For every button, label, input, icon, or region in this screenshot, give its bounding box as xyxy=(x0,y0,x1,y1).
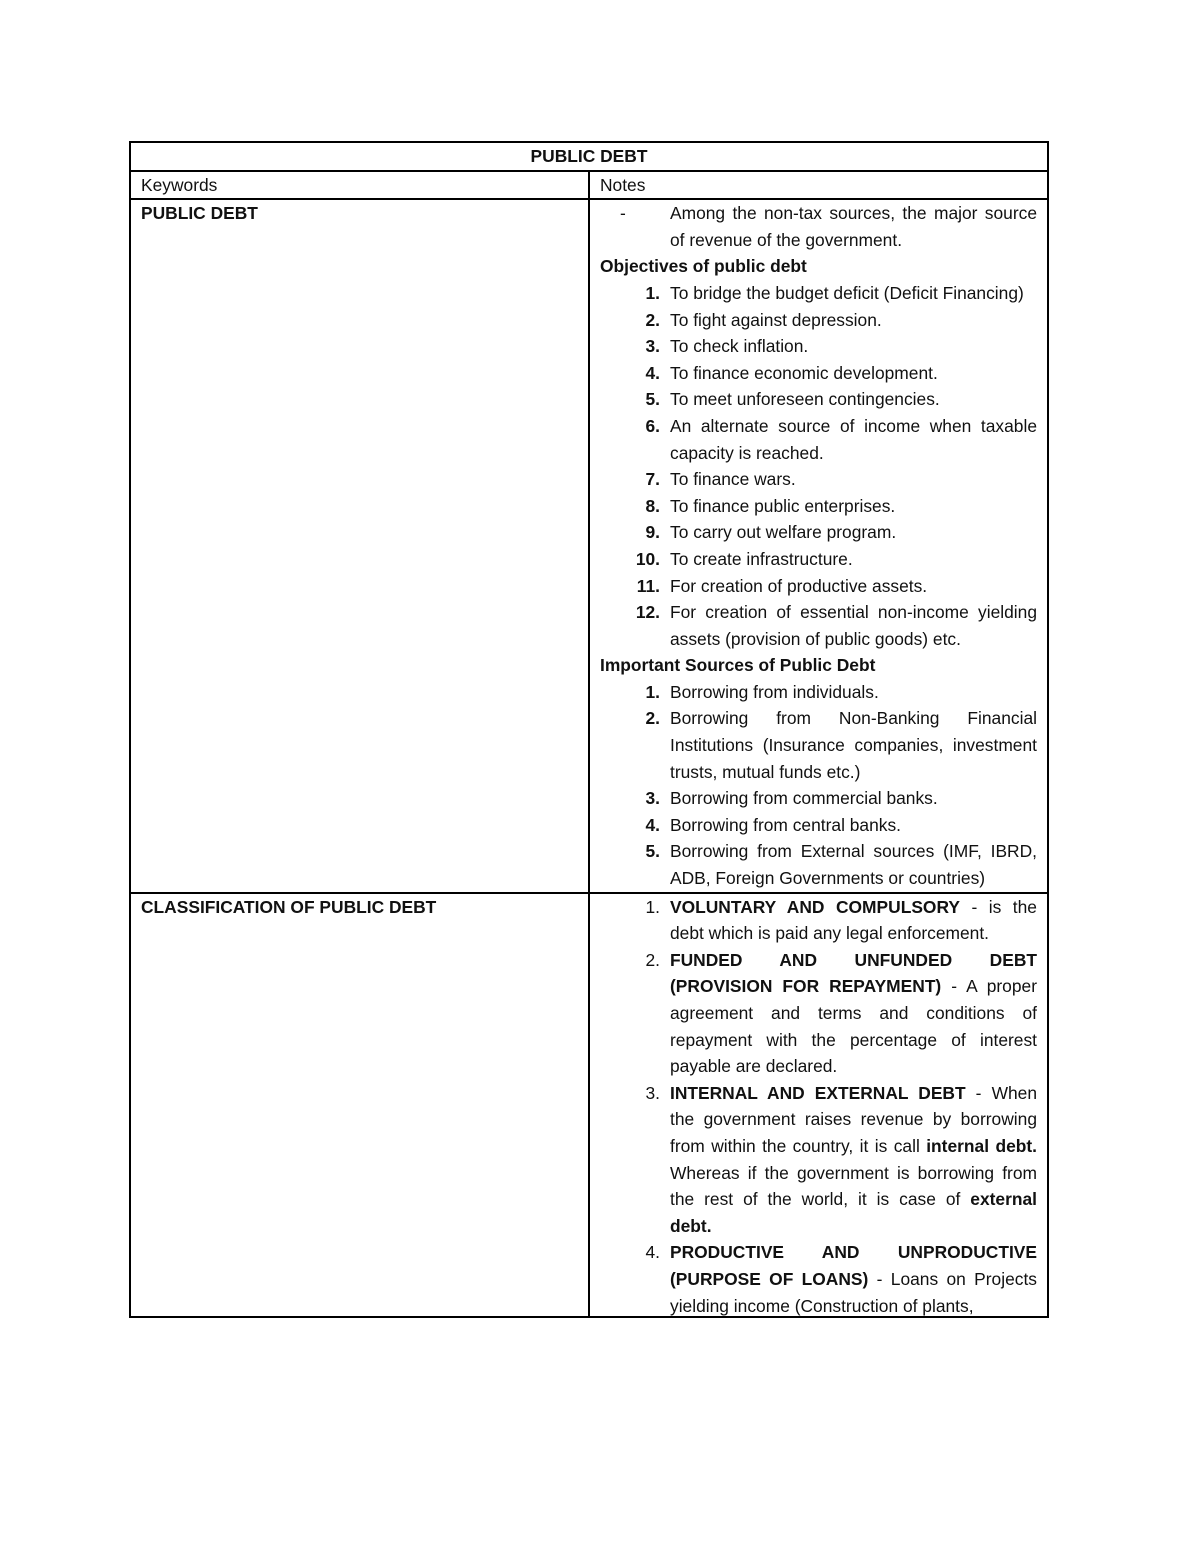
keywords-header: Keywords xyxy=(130,171,589,200)
item-heading: VOLUNTARY AND COMPULSORY xyxy=(670,896,960,917)
item-number: 11. xyxy=(636,575,660,596)
list-item xyxy=(600,546,1037,573)
objectives-list xyxy=(600,280,1037,652)
list-item xyxy=(600,493,1037,520)
item-text: To check inflation. xyxy=(670,336,809,357)
item-number: 4. xyxy=(645,814,660,835)
item-text: To meet unforeseen contingencies. xyxy=(670,389,940,410)
item-number: 1. xyxy=(645,282,660,303)
item-heading: INTERNAL AND EXTERNAL DEBT xyxy=(670,1082,966,1103)
list-item xyxy=(600,812,1037,839)
item-text: For creation of essential non-income yielding assets (provision of public goods) etc. xyxy=(670,602,1037,649)
item-number: 12. xyxy=(635,602,660,623)
notes-header: Notes xyxy=(589,171,1048,200)
item-number: 9. xyxy=(645,522,660,543)
item-body: When the government raises revenue by borrowing from within the country, it is call xyxy=(670,1082,1037,1156)
item-heading: PRODUCTIVE AND UNPRODUCTIVE (PURPOSE OF LOANS) xyxy=(670,1242,1037,1289)
title-row xyxy=(130,142,1048,171)
intro-item xyxy=(600,200,1037,253)
item-text: Borrowing from Non-Banking Financial Institutions (Insurance companies, investment trusts, mutual funds etc.) xyxy=(670,708,1037,782)
item-number: 5. xyxy=(645,389,660,410)
list-item xyxy=(600,307,1037,334)
notes-table xyxy=(129,141,1049,1318)
keyword-public-debt: PUBLIC DEBT xyxy=(130,199,589,892)
item-text: Borrowing from External sources (IMF, IBRD, ADB, Foreign Governments or countries) xyxy=(670,841,1037,889)
item-bold-term: internal debt. xyxy=(926,1135,1037,1156)
list-item xyxy=(600,413,1037,466)
intro-text: Among the non-tax sources, the major source of revenue of the government. xyxy=(670,203,1037,250)
table-row xyxy=(130,199,1048,892)
item-number: 4. xyxy=(645,1242,660,1263)
item-number: 4. xyxy=(645,362,660,383)
item-number: 1. xyxy=(645,896,660,917)
item-number: 6. xyxy=(645,415,660,436)
item-number: 8. xyxy=(645,495,660,516)
sources-heading: Important Sources of Public Debt xyxy=(600,655,876,676)
item-text xyxy=(670,1239,1037,1315)
list-item xyxy=(600,573,1037,600)
item-text xyxy=(670,1080,1037,1240)
list-item xyxy=(600,280,1037,307)
item-text: To finance economic development. xyxy=(670,362,938,383)
item-bold-term: external debt. xyxy=(670,1189,1037,1236)
item-text xyxy=(670,894,1037,947)
item-text: To carry out welfare program. xyxy=(670,522,897,543)
item-text xyxy=(670,947,1037,1080)
list-item xyxy=(600,360,1037,387)
keyword-classification: CLASSIFICATION OF PUBLIC DEBT xyxy=(130,893,589,1317)
list-item xyxy=(600,679,1037,706)
item-text: To bridge the budget deficit (Deficit Financing) xyxy=(670,282,1024,303)
item-text: For creation of productive assets. xyxy=(670,575,928,596)
list-item xyxy=(600,386,1037,413)
item-heading: FUNDED AND UNFUNDED DEBT (PROVISION FOR REPAYMENT) xyxy=(670,949,1037,997)
list-item xyxy=(600,947,1037,1080)
item-number: 5. xyxy=(645,841,660,862)
table-row xyxy=(130,893,1048,1317)
item-number: 10. xyxy=(635,548,660,569)
item-separator: - xyxy=(959,896,989,917)
list-item xyxy=(600,519,1037,546)
item-separator: - xyxy=(941,976,967,997)
item-text: To finance wars. xyxy=(670,469,796,490)
item-body: Loans on Projects yielding income (Construction of plants, xyxy=(670,1268,1037,1316)
item-separator: - xyxy=(868,1268,891,1289)
item-number: 2. xyxy=(645,949,660,970)
notes-public-debt xyxy=(589,199,1048,892)
item-number: 2. xyxy=(645,309,660,330)
list-item xyxy=(600,1080,1037,1240)
list-item xyxy=(600,838,1037,891)
list-item xyxy=(600,785,1037,812)
objectives-heading: Objectives of public debt xyxy=(600,256,807,277)
dash-bullet: - xyxy=(620,203,626,224)
item-text: Borrowing from central banks. xyxy=(670,814,902,835)
list-item xyxy=(600,599,1037,652)
item-number: 7. xyxy=(645,469,660,490)
list-item xyxy=(600,466,1037,493)
item-text: To fight against depression. xyxy=(670,309,882,330)
item-number: 3. xyxy=(645,788,660,809)
item-body: A proper agreement and terms and conditions of repayment with the percentage of interest payable are declared. xyxy=(670,976,1037,1077)
item-text: An alternate source of income when taxable capacity is reached. xyxy=(670,415,1037,463)
list-item xyxy=(600,333,1037,360)
item-body: Whereas if the government is borrowing from the rest of the world, it is case of xyxy=(670,1162,1037,1210)
item-number: 2. xyxy=(645,708,660,729)
list-item xyxy=(600,1239,1037,1315)
table-title: PUBLIC DEBT xyxy=(130,142,1048,171)
list-item xyxy=(600,705,1037,785)
item-text: Borrowing from individuals. xyxy=(670,681,879,702)
item-text: To create infrastructure. xyxy=(670,548,853,569)
item-text: To finance public enterprises. xyxy=(670,495,896,516)
notes-classification xyxy=(589,893,1048,1317)
item-number: 1. xyxy=(645,681,660,702)
item-body: is the debt which is paid any legal enforcement. xyxy=(670,896,1037,944)
list-item xyxy=(600,894,1037,947)
classification-list xyxy=(600,894,1037,1316)
item-number: 3. xyxy=(645,1082,660,1103)
header-row xyxy=(130,171,1048,200)
item-separator: - xyxy=(965,1082,992,1103)
item-number: 3. xyxy=(645,336,660,357)
item-text: Borrowing from commercial banks. xyxy=(670,788,938,809)
sources-list xyxy=(600,679,1037,892)
